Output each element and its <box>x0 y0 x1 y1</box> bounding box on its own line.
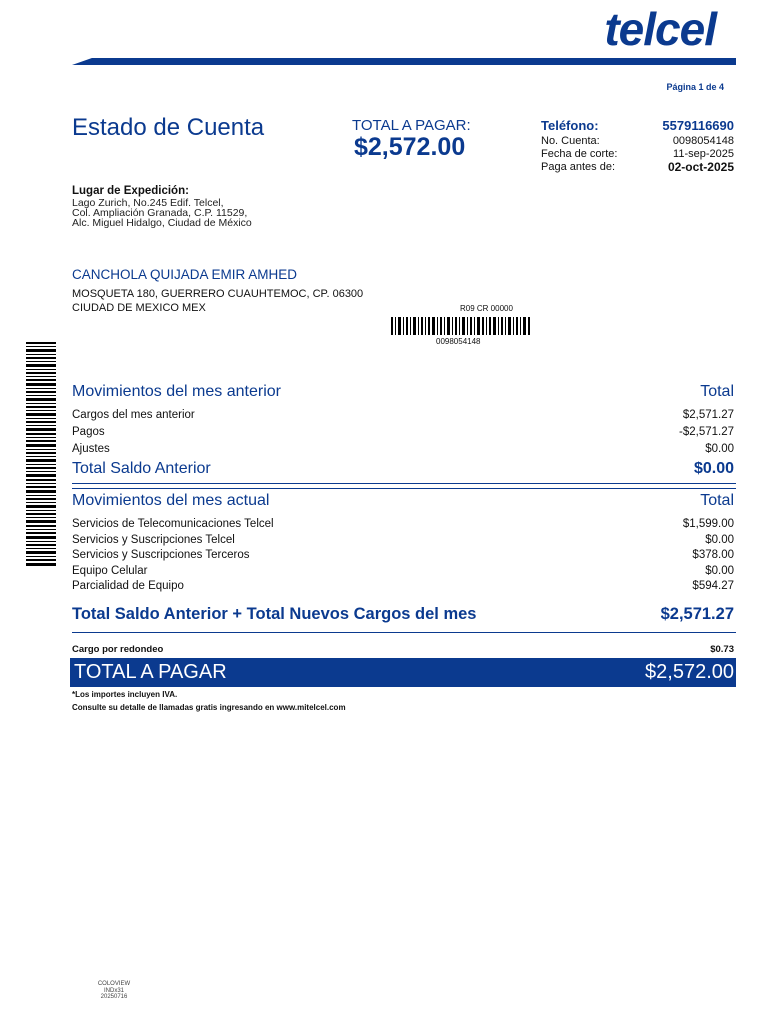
prev-row-label: Pagos <box>72 426 105 438</box>
curr-row-value: $0.00 <box>705 534 734 546</box>
section-divider <box>72 632 736 633</box>
curr-row-value: $0.00 <box>705 565 734 577</box>
prev-row-label: Cargos del mes anterior <box>72 409 195 421</box>
telcel-logo: telcel <box>604 3 716 55</box>
issue-address-line: Lago Zurich, No.245 Edif. Telcel, <box>72 197 224 209</box>
curr-row-label: Parcialidad de Equipo <box>72 580 184 592</box>
total-amount: $2,572.00 <box>354 133 466 161</box>
prev-row-value: -$2,571.27 <box>679 426 734 438</box>
prev-row-label: Ajustes <box>72 443 110 455</box>
prev-month-title: Movimientos del mes anterior <box>72 383 281 400</box>
footer-code-line: INDx31 <box>103 987 124 994</box>
total-to-pay-value: $2,572.00 <box>645 661 734 683</box>
section-divider <box>72 483 736 489</box>
prev-row-value: $2,571.27 <box>682 409 734 421</box>
total-to-pay-label: TOTAL A PAGAR <box>74 661 227 683</box>
client-address-line: CIUDAD DE MEXICO MEX <box>72 302 206 314</box>
footer-code-line: 20250716 <box>100 994 128 1000</box>
prev-subtotal-label: Total Saldo Anterior <box>72 460 211 477</box>
website-note: Consulte su detalle de llamadas gratis ingresando en www.mitelcel.com <box>72 703 346 712</box>
curr-row-label: Servicios y Suscripciones Telcel <box>72 534 235 546</box>
curr-row-label: Servicios y Suscripciones Terceros <box>72 549 250 561</box>
curr-row-value: $378.00 <box>692 549 734 561</box>
phone-label: Teléfono: <box>541 118 599 133</box>
client-address-line: MOSQUETA 180, GUERRERO CUAUHTEMOC, CP. 06300 <box>72 288 364 300</box>
barcode-meta: R09 CR 00000 <box>460 304 513 313</box>
curr-row-value: $594.27 <box>692 580 734 592</box>
account-number-label: No. Cuenta: <box>541 135 600 147</box>
issue-place-label: Lugar de Expedición: <box>72 185 189 197</box>
total-label: TOTAL A PAGAR: <box>352 117 471 134</box>
curr-row-value: $1,599.00 <box>682 518 734 530</box>
phone-number: 5579116690 <box>662 118 734 133</box>
issue-address-line: Alc. Miguel Hidalgo, Ciudad de México <box>72 217 252 229</box>
prev-month-total-header: Total <box>700 383 734 400</box>
vertical-barcode-image <box>26 342 56 566</box>
page-title: Estado de Cuenta <box>72 114 265 141</box>
rounding-value: $0.73 <box>710 644 734 655</box>
total-to-pay-bar <box>70 658 736 687</box>
cutoff-date-value: 11-sep-2025 <box>673 148 734 160</box>
due-date-label: Paga antes de: <box>541 161 616 173</box>
prev-subtotal-value: $0.00 <box>693 460 734 477</box>
page-indicator: Página 1 de 4 <box>666 82 724 92</box>
issue-address-line: Col. Ampliación Granada, C.P. 11529, <box>72 207 248 219</box>
grand-total-label: Total Saldo Anterior + Total Nuevos Cargos del mes <box>72 605 477 623</box>
curr-row-label: Servicios de Telecomunicaciones Telcel <box>72 518 274 530</box>
iva-note: *Los importes incluyen IVA. <box>72 690 178 699</box>
curr-month-title: Movimientos del mes actual <box>72 492 270 509</box>
account-number-value: 0098054148 <box>672 135 734 147</box>
curr-month-total-header: Total <box>700 492 734 509</box>
prev-row-value: $0.00 <box>705 443 734 455</box>
header-bar <box>72 58 736 65</box>
barcode-number: 0098054148 <box>436 337 481 346</box>
footer-code-line: COLOVIEW <box>97 981 131 987</box>
barcode-image <box>391 317 531 335</box>
due-date-value: 02-oct-2025 <box>667 160 734 174</box>
rounding-label: Cargo por redondeo <box>72 644 164 655</box>
client-name: CANCHOLA QUIJADA EMIR AMHED <box>72 267 298 282</box>
curr-row-label: Equipo Celular <box>72 565 148 577</box>
footer-code <box>96 981 132 1001</box>
cutoff-date-label: Fecha de corte: <box>541 148 618 160</box>
grand-total-value: $2,571.27 <box>660 605 734 623</box>
